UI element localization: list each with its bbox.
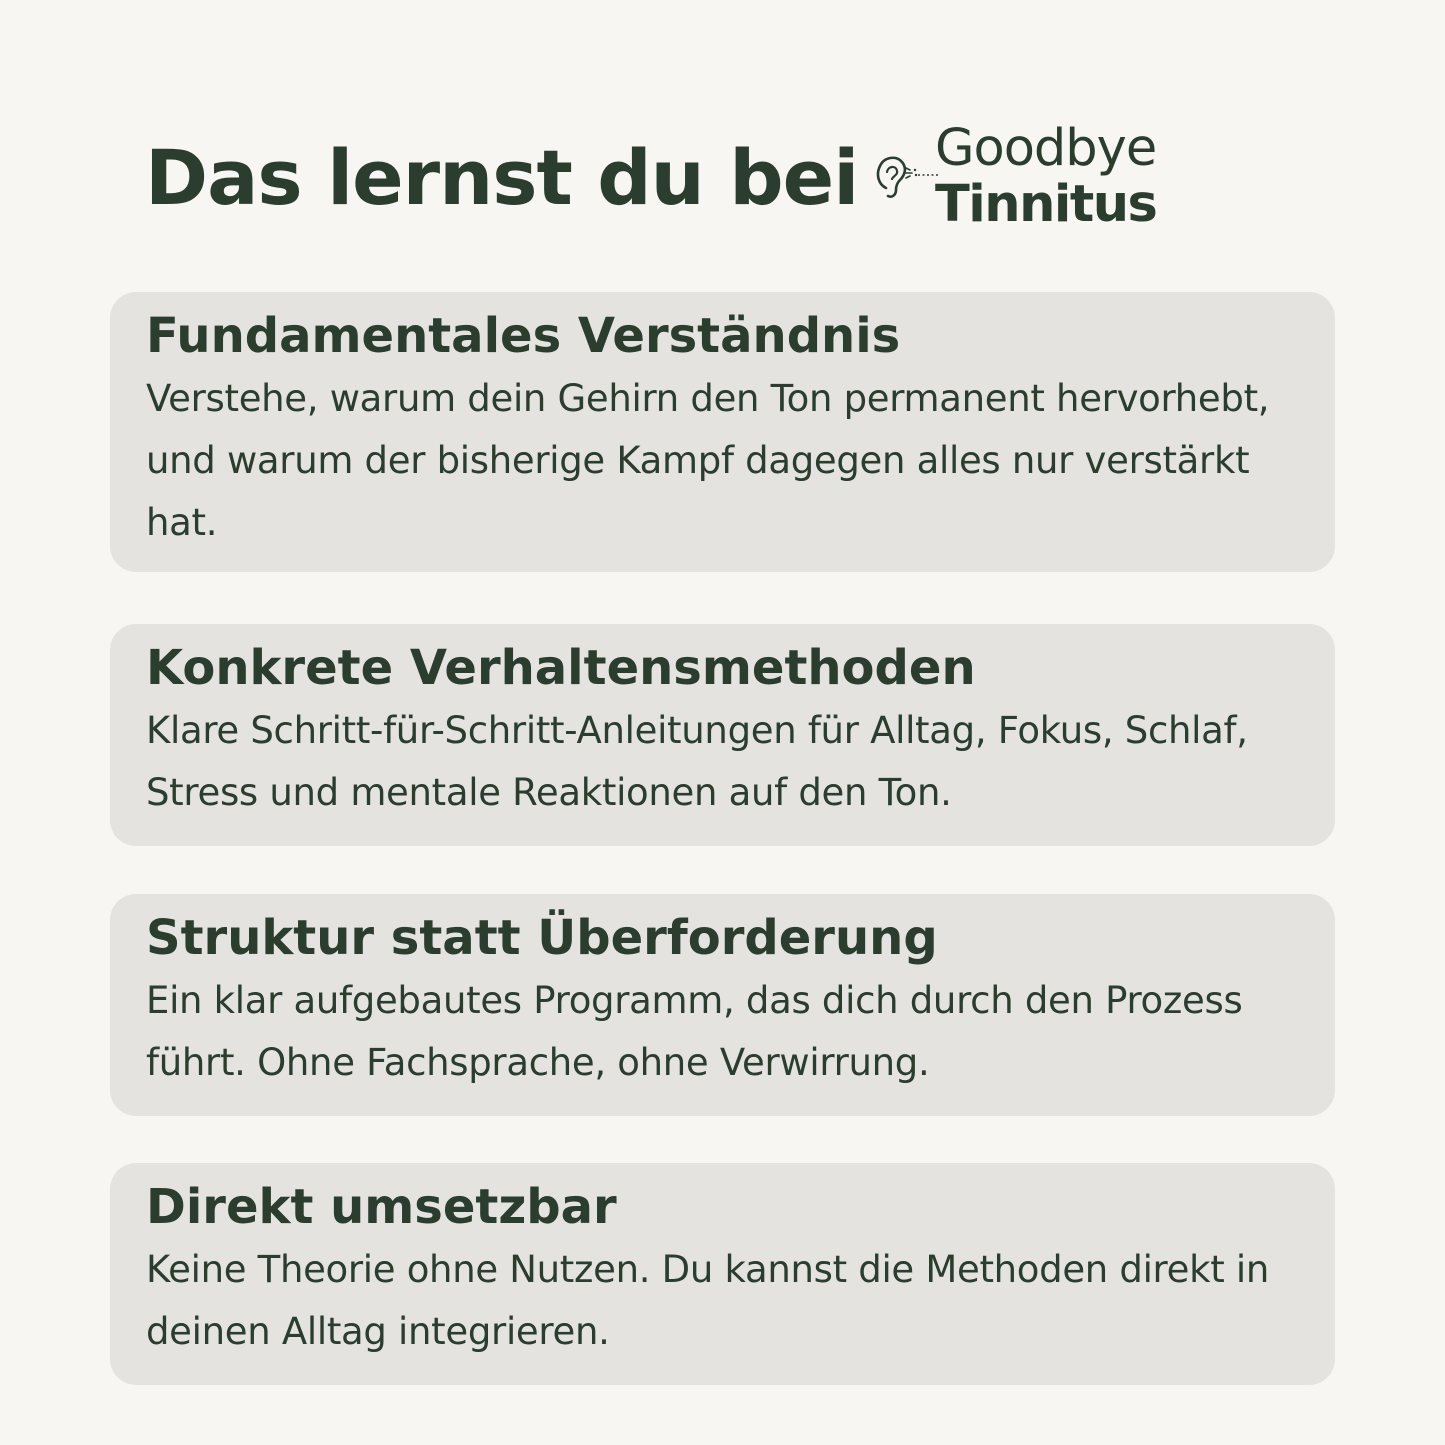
- brand-logo: [872, 118, 1192, 243]
- card-title: Fundamentales Verständnis: [146, 308, 901, 364]
- card-text: Ein klar aufgebautes Programm, das dich durch den Prozess führt. Ohne Fachsprache, ohne Verwirrung.: [146, 978, 1243, 1084]
- logo-text-tinnitus: Tinnitus: [935, 175, 1157, 234]
- card-text: Verstehe, warum dein Gehirn den Ton permanent hervorhebt, und warum der bisherige Kampf dagegen alles nur verstärkt hat.: [146, 376, 1270, 544]
- card-text: Keine Theorie ohne Nutzen. Du kannst die Methoden direkt in deinen Alltag integrieren.: [146, 1247, 1270, 1353]
- card-title: Struktur statt Überforderung: [146, 910, 938, 966]
- feature-card: [110, 292, 1335, 572]
- logo-text-goodbye: Goodbye: [935, 119, 1157, 178]
- card-title: Konkrete Verhaltensmethoden: [146, 640, 976, 696]
- feature-card: [110, 624, 1335, 846]
- page-title: Das lernst du bei: [145, 133, 859, 222]
- feature-card: [110, 894, 1335, 1116]
- card-title: Direkt umsetzbar: [146, 1179, 617, 1235]
- ear-icon: [872, 148, 940, 206]
- header: [145, 118, 1305, 248]
- card-text: Klare Schritt-für-Schritt-Anleitungen für Alltag, Fokus, Schlaf, Stress und mentale Reaktionen auf den Ton.: [146, 708, 1248, 814]
- feature-card: [110, 1163, 1335, 1385]
